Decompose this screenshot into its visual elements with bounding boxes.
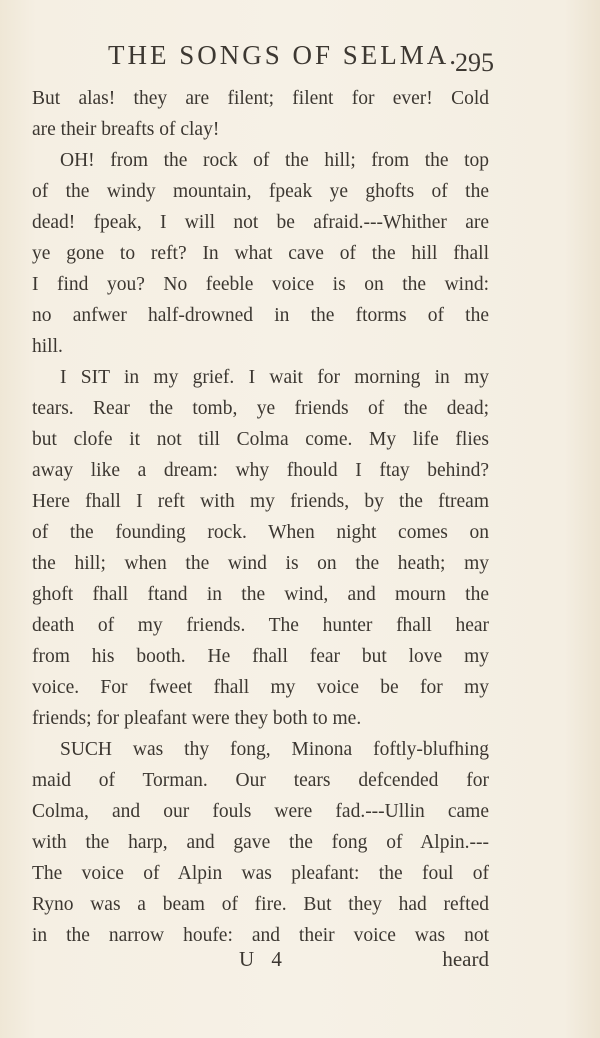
text-line: away like a dream: why fhould I ftay behind?: [32, 460, 489, 481]
text-line: maid of Torman. Our tears defcended for: [32, 770, 489, 791]
text-line: ghoft fhall ftand in the wind, and mourn the: [32, 584, 489, 605]
body-text: [32, 83, 489, 951]
paragraph-first-line: OH! from the rock of the hill; from the top: [60, 150, 489, 171]
text-line: of the windy mountain, fpeak ye ghofts of the: [32, 181, 489, 202]
paragraph-first-line: SUCH was thy fong, Minona foftly-blufhing: [60, 739, 489, 760]
text-line: the hill; when the wind is on the heath; my: [32, 553, 489, 574]
text-line: are their breafts of clay!: [32, 119, 220, 140]
text-line: but clofe it not till Colma come. My life flies: [32, 429, 489, 450]
page-number: 295: [455, 48, 494, 77]
catchword: heard: [442, 947, 489, 971]
text-line: voice. For fweet fhall my voice be for my: [32, 677, 489, 698]
text-line: Here fhall I reft with my friends, by the ftream: [32, 491, 489, 512]
signature-mark: U 4: [239, 947, 288, 971]
text-line: Colma, and our fouls were fad.---Ullin came: [32, 801, 489, 822]
text-line: friends; for pleafant were they both to me.: [32, 708, 362, 729]
text-line: hill.: [32, 336, 63, 357]
text-line: The voice of Alpin was pleafant: the foul of: [32, 863, 489, 884]
text-line: But alas! they are filent; filent for ever! Cold: [32, 88, 489, 109]
text-line: with the harp, and gave the fong of Alpin.---: [32, 832, 489, 853]
text-line: I find you? No feeble voice is on the wind:: [32, 274, 489, 295]
page-footer: [32, 943, 489, 975]
text-line: dead! fpeak, I will not be afraid.---Whither are: [32, 212, 489, 233]
text-line: ye gone to reft? In what cave of the hill fhall: [32, 243, 489, 264]
text-line: from his booth. He fhall fear but love my: [32, 646, 489, 667]
text-line: tears. Rear the tomb, ye friends of the dead;: [32, 398, 489, 419]
text-line: of the founding rock. When night comes on: [32, 522, 489, 543]
paragraph-first-line: I SIT in my grief. I wait for morning in my: [60, 367, 489, 388]
running-title: THE SONGS OF SELMA.: [108, 40, 460, 70]
text-line: Ryno was a beam of fire. But they had refted: [32, 894, 489, 915]
text-line: death of my friends. The hunter fhall hear: [32, 615, 489, 636]
text-line: in the narrow houfe: and their voice was not: [32, 925, 489, 946]
text-line: no anfwer half-drowned in the ftorms of the: [32, 305, 489, 326]
page-header: [32, 40, 500, 80]
